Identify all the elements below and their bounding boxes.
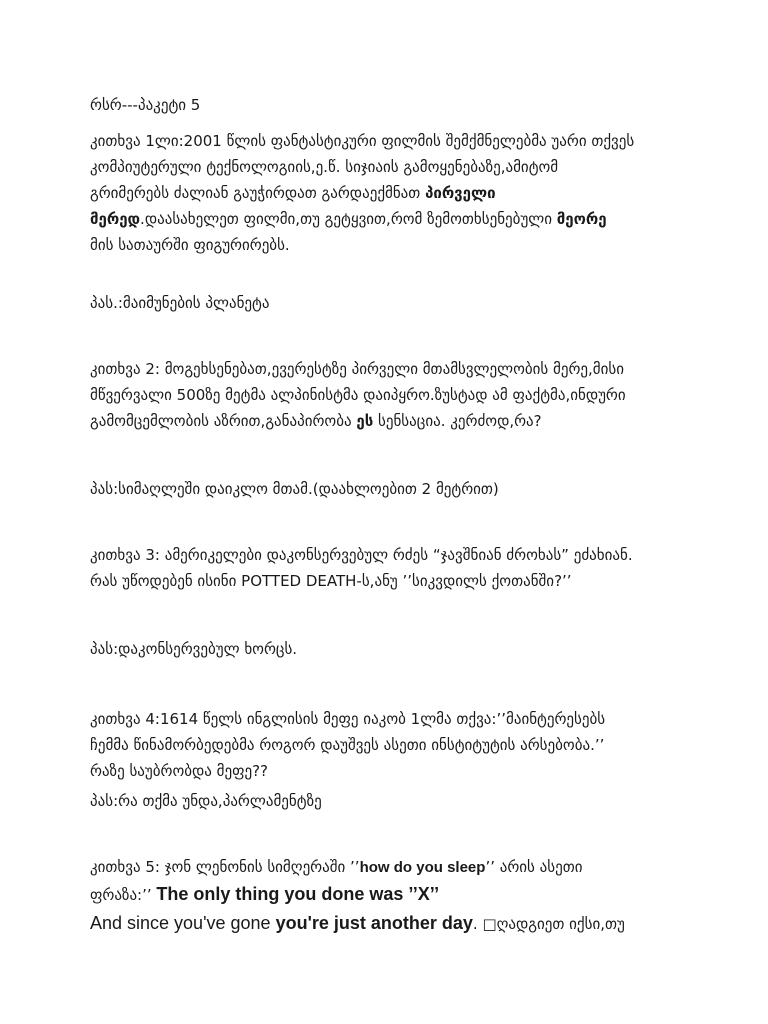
- packet-header: [90, 92, 690, 118]
- q1-bold-first: პირველი: [425, 184, 496, 202]
- answer-2: [90, 476, 690, 502]
- question-1: [90, 128, 690, 258]
- q5-lyric-bold: The only thing you done was ’’X’’: [156, 884, 440, 904]
- q5-lyric-bold-2: you're just another day: [275, 913, 473, 933]
- packet-title: რსრ---პაკეტი 5: [90, 96, 201, 114]
- q1-bold-third: მეორე: [556, 210, 607, 228]
- question-4: [90, 706, 690, 784]
- q1-line-3-text: გრიმერებს ძალიან გაუჭირდათ გარდაექმნათ: [90, 184, 426, 202]
- q5-line-1: [90, 854, 690, 881]
- a1-text: პას.:მაიმუნების პლანეტა: [90, 294, 270, 312]
- answer-1: [90, 290, 690, 316]
- q3-line-2: რას უწოდებენ ისინი POTTED DEATH-ს,ანუ ’’სიკვდილს ქოთანში?’’: [90, 572, 572, 590]
- q2-line-1: კითხვა 2: მოგეხსენებათ,ევერესტზე პირველი მთამსვლელობის მერე,მისი: [90, 360, 625, 378]
- q2-line-3-end: სენსაცია. კერძოდ,რა?: [373, 412, 542, 430]
- q1-line-1: კითხვა 1ლი:2001 წლის ფანტასტიკური ფილმის შემქმნელებმა უარი თქვეს: [90, 132, 635, 150]
- a3-text: პას:დაკონსერვებულ ხორცს.: [90, 640, 298, 658]
- q5-line-1-text: კითხვა 5: ჯონ ლენონის სიმღერაში ’’: [90, 858, 360, 876]
- q4-line-2: ჩემმა წინამორბედებმა როგორ დაუშვეს ასეთი ინსტიტუტის არსებობა.’’: [90, 736, 605, 754]
- q5-line-1-end: ’’ არის ასეთი: [485, 858, 583, 876]
- q5-song-title: how do you sleep: [359, 859, 486, 876]
- q1-line-4-text: .დაასახელეთ ფილმი,თუ გეტყვით,რომ ზემოთხსენებული: [140, 210, 557, 228]
- q1-line-2: კომპიუტერული ტექნოლოგიის,ე.წ. სიჯიაის გამოყენებაზე,ამიტომ: [90, 158, 559, 176]
- answer-3: [90, 636, 690, 662]
- q4-line-3: რაზე საუბრობდა მეფე??: [90, 762, 269, 780]
- q5-lyric-plain: And since you've gone: [90, 913, 276, 933]
- q2-line-2: მწვერვალი 500ზე მეტმა ალპინისტმა დაიპყრო.ზუსტად ამ ფაქტმა,ინდური: [90, 386, 626, 404]
- q1-line-5: მის სათაურში ფიგურირებს.: [90, 236, 290, 254]
- q5-line-2-text: ფრაზა:’’: [90, 886, 157, 904]
- q1-bold-second: მერედ: [90, 210, 141, 228]
- q5-line-3: [90, 910, 690, 937]
- q2-line-3-text: გამომცემლობის აზრით,განაპირობა: [90, 412, 357, 430]
- q2-line-3: [90, 408, 690, 434]
- q1-line-4: [90, 206, 690, 232]
- q4-line-1: კითხვა 4:1614 წელს ინგლისის მეფე იაკობ 1ლმა თქვა:’’მაინტერესებს: [90, 710, 606, 728]
- q5-line-3-end: . □ღადგიეთ იქსი,თუ: [472, 915, 625, 933]
- answer-4: [90, 788, 690, 814]
- question-2: [90, 356, 690, 434]
- a4-text: პას:რა თქმა უნდა,პარლამენტზე: [90, 792, 322, 810]
- a2-text: პას:სიმაღლეში დაიკლო მთამ.(დაახლოებით 2 მეტრით): [90, 480, 499, 498]
- q2-bold: ეს: [356, 412, 374, 430]
- question-5: [90, 854, 690, 937]
- q1-line-3: [90, 180, 690, 206]
- question-3: [90, 542, 690, 594]
- q3-line-1: კითხვა 3: ამერიკელები დაკონსერვებულ რძეს “ჯავშნიან ძროხას” ეძახიან.: [90, 546, 633, 564]
- q5-line-2: [90, 881, 690, 908]
